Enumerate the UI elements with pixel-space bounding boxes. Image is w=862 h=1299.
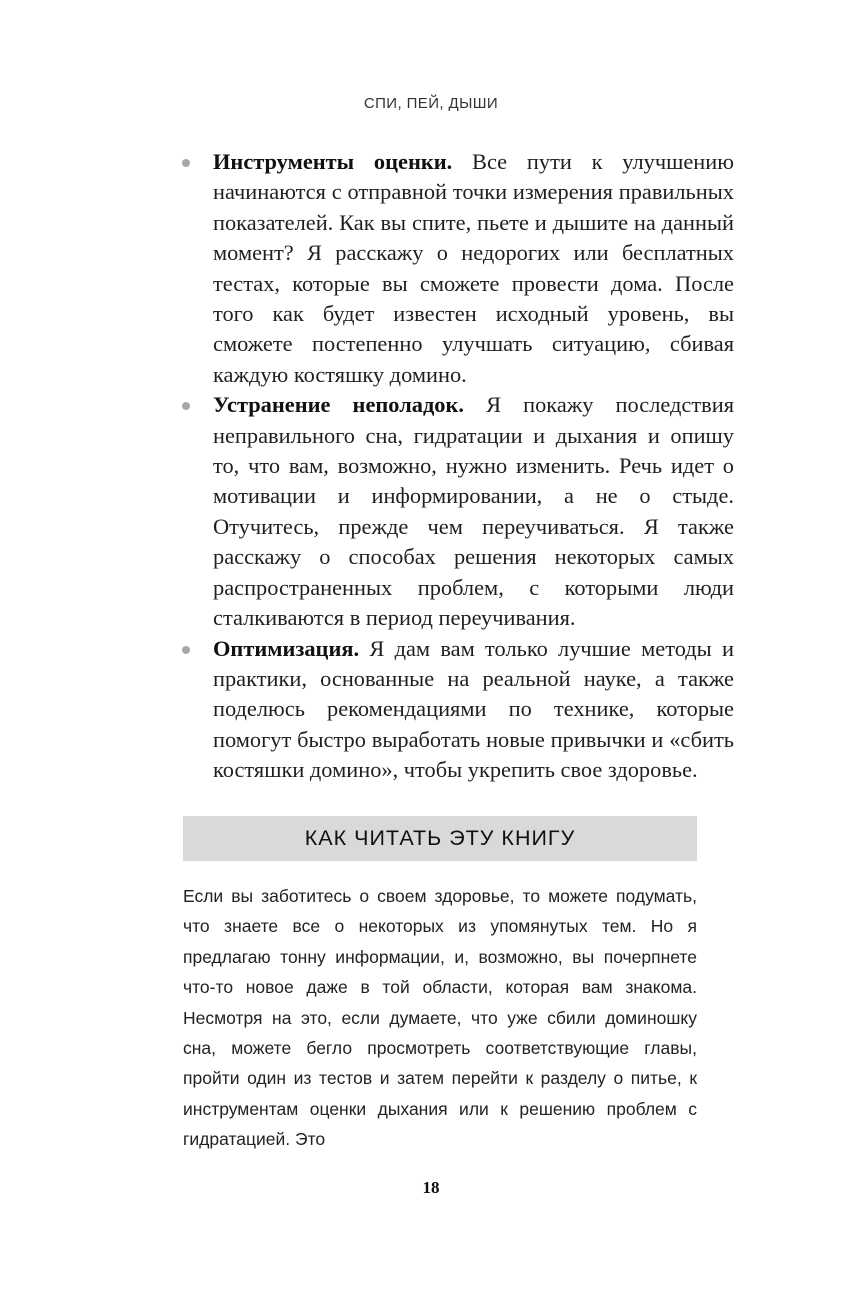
bullet-text: Все пути к улучшению начинаются с отправной точки измерения правильных показателей. Как вы спите, пьете и дышите на данный момент? Я расскажу о недорогих или бесплатных тестах, которые вы сможете провести дома. После того как будет известен исходный уровень, вы сможете постепенно улучшать ситуацию, сбивая каждую костяшку домино.	[213, 149, 734, 387]
bullet-text: Я покажу последствия неправильного сна, гидратации и дыхания и опишу то, что вам, возможно, нужно изменить. Речь идет о мотивации и информировании, а не о стыде. Отучитесь, прежде чем переучиваться. Я также расскажу о способах решения некоторых самых распространенных проблем, с которыми люди сталкиваются в период переучивания.	[213, 392, 735, 631]
bullet-term: Оптимизация.	[213, 635, 360, 661]
bullet-dot-icon	[182, 646, 190, 654]
bullet-item	[182, 390, 734, 633]
bullet-item	[182, 147, 734, 390]
section-heading-box	[183, 816, 697, 861]
bullet-list	[182, 147, 734, 786]
section-paragraph: Если вы заботитесь о своем здоровье, то можете подумать, что знаете все о некоторых из упомянутых тем. Но я предлагаю тонну информации, и, возможно, вы почерпнете что-то новое даже в той области, которая вам знакома. Несмотря на это, если думаете, что уже сбили доминошку сна, можете бегло просмотреть соответствующие главы, пройти один из тестов и затем перейти к разделу о питье, к инструментам оценки дыхания или к решению проблем с гидратацией. Это	[183, 886, 697, 1150]
running-header: СПИ, ПЕЙ, ДЫШИ	[363, 95, 499, 112]
bullet-item	[182, 634, 734, 786]
bullet-text: Я дам вам только лучшие методы и практики, основанные на реальной науке, а также поделюсь рекомендациями по технике, которые помогут быстро выработать новые привычки и «сбить костяшки домино», чтобы укрепить свое здоровье.	[213, 635, 734, 783]
bullet-term: Устранение неполадок.	[213, 392, 464, 418]
bullet-dot-icon	[182, 159, 190, 167]
page-number: 18	[422, 1178, 440, 1197]
section-title: КАК ЧИТАТЬ ЭТУ КНИГУ	[304, 826, 576, 850]
bullet-term: Инструменты оценки.	[213, 149, 453, 174]
bullet-dot-icon	[182, 402, 190, 410]
